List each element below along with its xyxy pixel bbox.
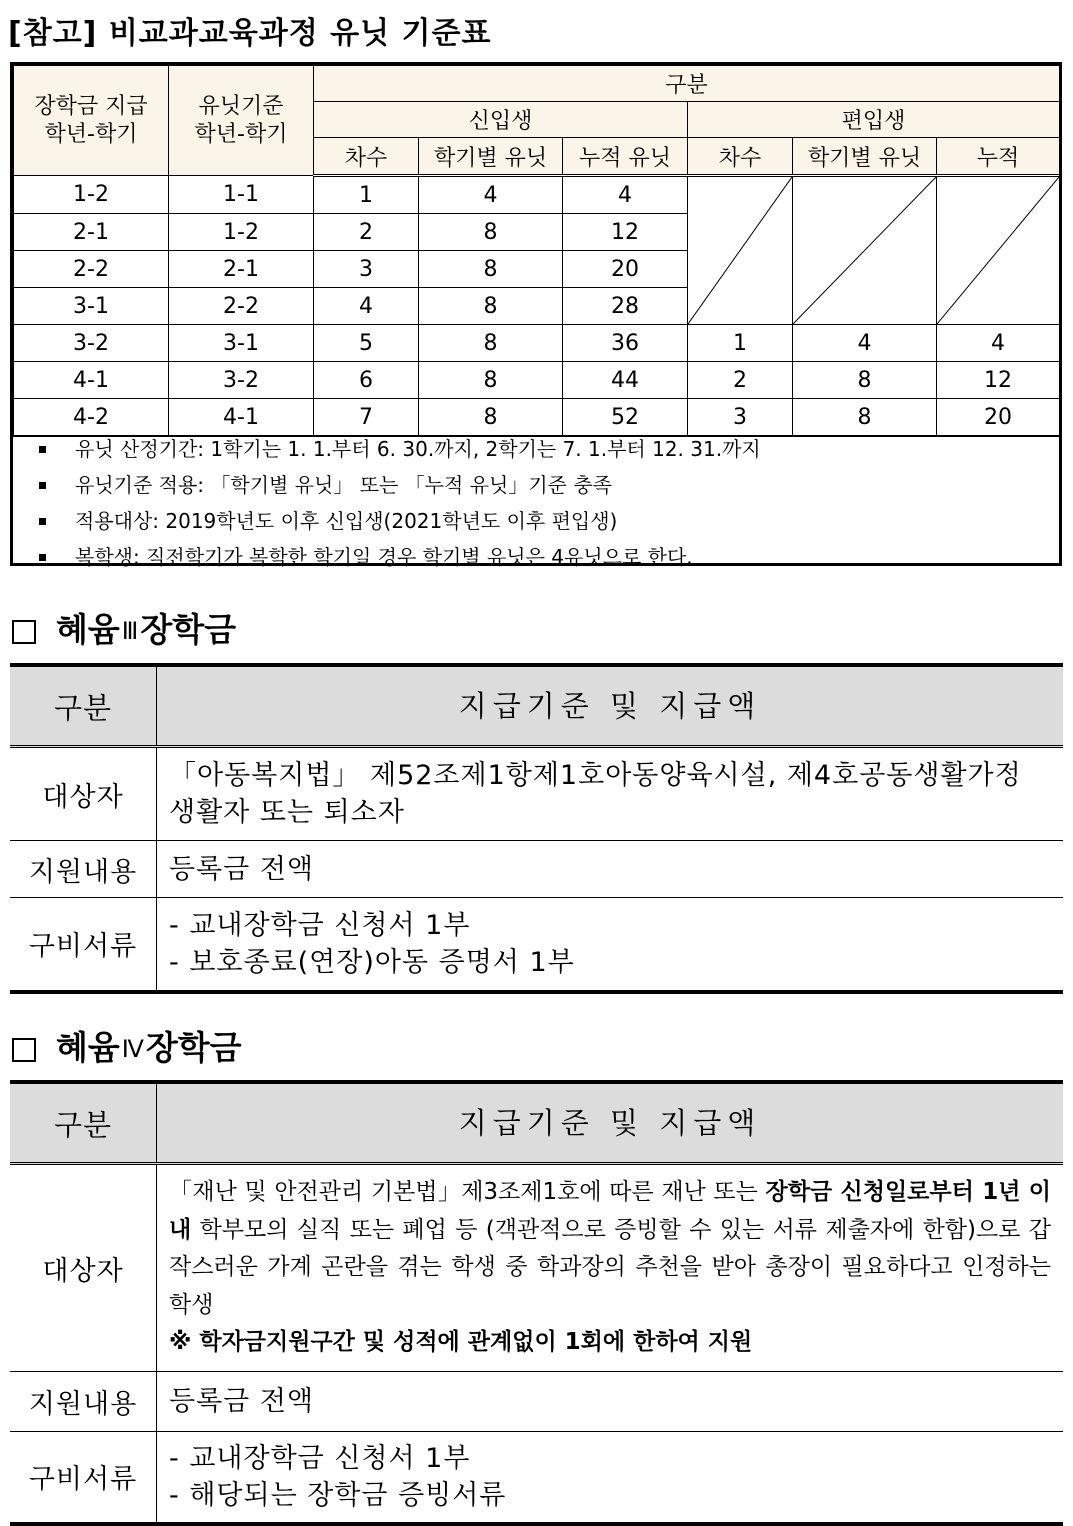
target-label: 대상자 xyxy=(10,747,157,841)
section-3-title-suffix: 장학금 xyxy=(140,610,236,649)
header-criteria: 지급기준 및 지급액 xyxy=(157,1082,1064,1164)
diagonal-line-icon xyxy=(937,177,1059,324)
target-text-emphasis: 장학금 신청일로부터 1년 이내 xyxy=(169,1179,1051,1243)
freshman-order: 2 xyxy=(314,214,419,251)
freshman-units: 8 xyxy=(419,399,563,437)
pay-semester: 3-2 xyxy=(14,325,169,362)
reference-title: [참고] 비교과교육과정 유닛 기준표 xyxy=(8,16,492,51)
freshman-units: 8 xyxy=(419,251,563,288)
checkbox-square-icon xyxy=(12,1038,36,1062)
section-4-title xyxy=(12,1022,242,1069)
freshman-units: 8 xyxy=(419,325,563,362)
basis-semester: 3-1 xyxy=(169,325,314,362)
transfer-cumulative: 12 xyxy=(937,362,1060,399)
freshman-cumulative: 36 xyxy=(563,325,688,362)
header-freshman-order: 차수 xyxy=(314,138,419,176)
docs-list xyxy=(157,1432,1064,1524)
header-transfer-order: 차수 xyxy=(688,138,793,176)
pay-semester: 2-1 xyxy=(14,214,169,251)
unit-notes xyxy=(25,431,1055,575)
freshman-order: 4 xyxy=(314,288,419,325)
transfer-units: 8 xyxy=(793,362,937,399)
note-text: 유닛기준 적용: 「학기별 유닛」 또는 「누적 유닛」기준 충족 xyxy=(75,473,612,497)
bullet-icon xyxy=(39,446,46,453)
unit-criteria-table xyxy=(13,65,1060,437)
pay-semester: 1-2 xyxy=(14,176,169,214)
header-category: 구분 xyxy=(10,1082,157,1164)
section-4-title-prefix: 혜윰 xyxy=(56,1028,120,1067)
header-category: 구분 xyxy=(10,665,157,747)
section-4-table xyxy=(10,1080,1063,1526)
bullet-icon xyxy=(39,518,46,525)
transfer-cumulative-na xyxy=(937,176,1060,325)
support-text: 등록금 전액 xyxy=(157,841,1064,898)
bullet-icon xyxy=(39,554,46,561)
list-item: - 해당되는 장학금 증빙서류 xyxy=(169,1479,507,1511)
header-freshman-unit-per-semester: 학기별 유닛 xyxy=(419,138,563,176)
section-3-roman: Ⅲ xyxy=(121,617,139,645)
freshman-cumulative: 4 xyxy=(563,176,688,214)
header-freshman: 신입생 xyxy=(314,102,688,138)
section-3-title xyxy=(12,604,236,651)
basis-semester: 3-2 xyxy=(169,362,314,399)
freshman-units: 8 xyxy=(419,362,563,399)
freshman-cumulative: 52 xyxy=(563,399,688,437)
freshman-cumulative: 44 xyxy=(563,362,688,399)
docs-label: 구비서류 xyxy=(10,1432,157,1524)
freshman-units: 8 xyxy=(419,214,563,251)
list-item: - 교내장학금 신청서 1부 xyxy=(169,909,471,941)
basis-semester: 2-1 xyxy=(169,251,314,288)
target-note: ※ 학자금지원구간 및 성적에 관계없이 1회에 한하여 지원 xyxy=(169,1329,753,1356)
freshman-units: 8 xyxy=(419,288,563,325)
target-text xyxy=(157,1164,1064,1372)
checkbox-square-icon xyxy=(12,620,36,644)
transfer-cumulative: 20 xyxy=(937,399,1060,437)
transfer-order: 1 xyxy=(688,325,793,362)
freshman-order: 5 xyxy=(314,325,419,362)
transfer-units: 8 xyxy=(793,399,937,437)
header-transfer-unit-per-semester: 학기별 유닛 xyxy=(793,138,937,176)
docs-label: 구비서류 xyxy=(10,898,157,992)
freshman-cumulative: 12 xyxy=(563,214,688,251)
transfer-units-na xyxy=(793,176,937,325)
list-item: - 교내장학금 신청서 1부 xyxy=(169,1442,471,1474)
list-item xyxy=(25,503,1055,539)
unit-criteria-box xyxy=(10,62,1062,569)
support-text: 등록금 전액 xyxy=(157,1372,1064,1432)
support-label: 지원내용 xyxy=(10,1372,157,1432)
note-text: 복학생: 직전학기가 복학한 학기일 경우 학기별 유닛은 4유닛으로 한다. xyxy=(75,545,693,569)
diagonal-line-icon xyxy=(688,177,792,324)
section-4-title-suffix: 장학금 xyxy=(145,1028,242,1067)
section-3-title-prefix: 혜윰 xyxy=(56,610,120,649)
header-transfer: 편입생 xyxy=(688,102,1060,138)
list-item: - 보호종료(연장)아동 증명서 1부 xyxy=(169,946,575,978)
header-freshman-cumulative-unit: 누적 유닛 xyxy=(563,138,688,176)
header-unit-basis-semester: 유닛기준 학년-학기 xyxy=(169,66,314,176)
pay-semester: 4-1 xyxy=(14,362,169,399)
list-item xyxy=(25,467,1055,503)
target-label: 대상자 xyxy=(10,1164,157,1372)
bullet-icon xyxy=(39,482,46,489)
target-text-part-2: 학부모의 실직 또는 폐업 등 (객관적으로 증빙할 수 있는 서류 제출자에 한함)으로 갑작스러운 가계 곤란을 겪는 학생 중 학과장의 추천을 받아 총장이 필요하다고 인정하는 학생 xyxy=(169,1216,1051,1318)
header-category: 구분 xyxy=(314,66,1060,102)
diagonal-line-icon xyxy=(793,177,936,324)
transfer-order: 3 xyxy=(688,399,793,437)
pay-semester: 2-2 xyxy=(14,251,169,288)
list-item xyxy=(25,431,1055,467)
freshman-cumulative: 20 xyxy=(563,251,688,288)
header-transfer-cumulative: 누적 xyxy=(937,138,1060,176)
pay-semester: 4-2 xyxy=(14,399,169,437)
freshman-order: 6 xyxy=(314,362,419,399)
transfer-order: 2 xyxy=(688,362,793,399)
freshman-units: 4 xyxy=(419,176,563,214)
section-3-table xyxy=(10,663,1063,994)
header-criteria: 지급기준 및 지급액 xyxy=(157,665,1064,747)
header-scholarship-semester: 장학금 지급 학년-학기 xyxy=(14,66,169,176)
target-text: 「아동복지법」 제52조제1항제1호아동양육시설, 제4호공동생활가정 생활자 또는 퇴소자 xyxy=(157,747,1064,841)
transfer-order-na xyxy=(688,176,793,325)
table-row xyxy=(14,176,1060,214)
table-row xyxy=(14,362,1060,399)
section-4-roman: Ⅳ xyxy=(121,1035,144,1063)
table-row xyxy=(14,325,1060,362)
note-text: 적용대상: 2019학년도 이후 신입생(2021학년도 이후 편입생) xyxy=(75,509,618,533)
basis-semester: 1-2 xyxy=(169,214,314,251)
transfer-units: 4 xyxy=(793,325,937,362)
transfer-cumulative: 4 xyxy=(937,325,1060,362)
freshman-order: 1 xyxy=(314,176,419,214)
note-text: 유닛 산정기간: 1학기는 1. 1.부터 6. 30.까지, 2학기는 7. 1.부터 12. 31.까지 xyxy=(75,437,761,461)
basis-semester: 2-2 xyxy=(169,288,314,325)
support-label: 지원내용 xyxy=(10,841,157,898)
freshman-order: 7 xyxy=(314,399,419,437)
freshman-order: 3 xyxy=(314,251,419,288)
freshman-cumulative: 28 xyxy=(563,288,688,325)
list-item xyxy=(25,539,1055,575)
target-text-part-1: 「재난 및 안전관리 기본법」제3조제1호에 따른 재난 또는 xyxy=(169,1179,766,1206)
basis-semester: 4-1 xyxy=(169,399,314,437)
pay-semester: 3-1 xyxy=(14,288,169,325)
basis-semester: 1-1 xyxy=(169,176,314,214)
docs-list xyxy=(157,898,1064,992)
